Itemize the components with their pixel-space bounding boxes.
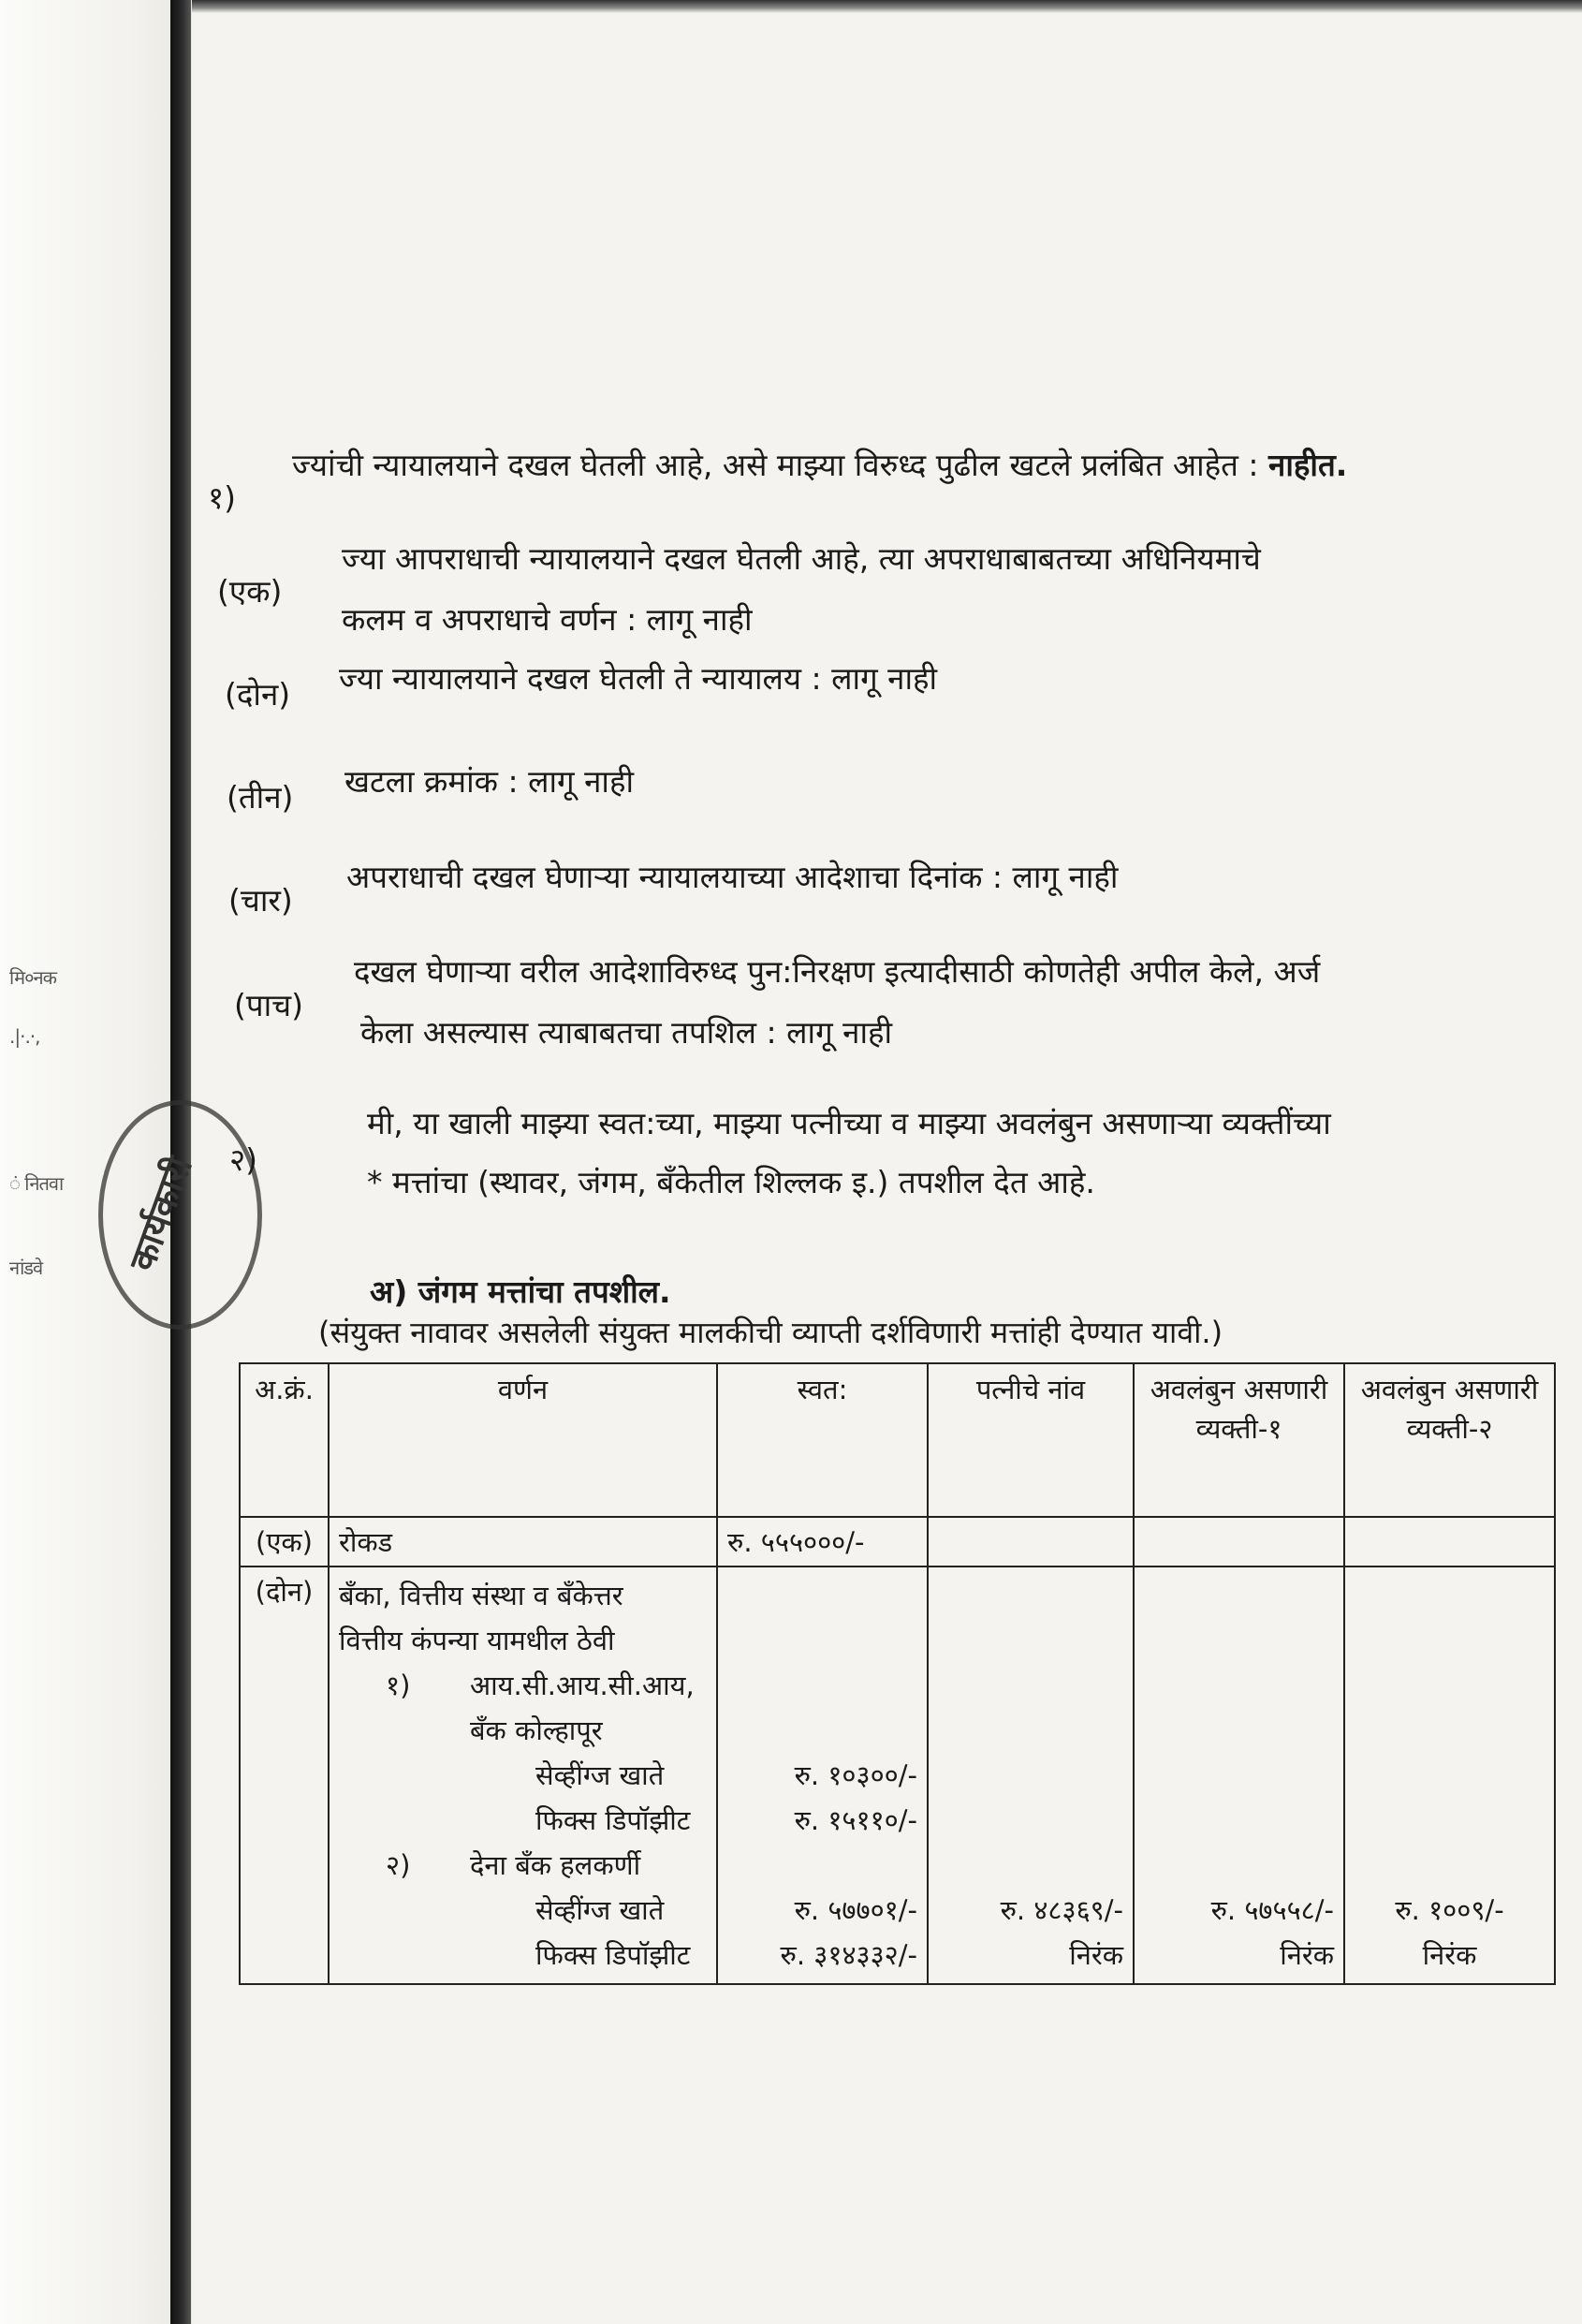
row2-dep2	[1344, 1566, 1555, 1984]
item-don-text: ज्या न्यायालयाने दखल घेतली ते न्यायालय : लागू नाही	[339, 660, 938, 697]
header-dependent-1: अवलंबुन असणारी व्यक्ती-१	[1134, 1363, 1344, 1517]
seal-text: कार्यकारी	[121, 1151, 200, 1276]
row1-self: रु. ५५५०००/-	[717, 1517, 928, 1566]
bank2-number: २)	[386, 1849, 411, 1881]
row2-sr: (दोन)	[240, 1566, 329, 1984]
bank1-number: १)	[386, 1669, 411, 1701]
dep2-savings: रु. १००९/-	[1395, 1894, 1504, 1926]
bank2-line1	[339, 1843, 707, 1888]
section-a-note: (संयुक्त नावावर असलेली संयुक्त मालकीची व्याप्ती दर्शविणारी मत्तांही देण्यात यावी.)	[318, 1315, 1223, 1350]
margin-scribble: नांडवे	[9, 1257, 43, 1279]
item-ek-label: (एक)	[217, 573, 283, 610]
header-dependent-2: अवलंबुन असणारी व्यक्ती-२	[1344, 1363, 1555, 1517]
self-bank2-fd: रु. ३१४३३२/-	[780, 1939, 917, 1971]
item-char-text: अपराधाची दखल घेणाऱ्या न्यायालयाच्या आदेशाचा दिनांक : लागू नाही	[346, 859, 1119, 895]
header-self: स्वत:	[717, 1363, 928, 1517]
item-pach-line2: केला असल्यास त्याबाबतचा तपशिल : लागू नाही	[360, 1014, 893, 1051]
margin-scribble: .|·.·,	[9, 1025, 40, 1048]
section-2-line1: मी, या खाली माझ्या स्वत:च्या, माझ्या पत्नीच्या व माझ्या अवलंबुन असणाऱ्या व्यक्तींच्या	[367, 1105, 1331, 1141]
row1-desc: रोकड	[329, 1517, 717, 1566]
bank1-name: आय.सी.आय.सी.आय,	[470, 1669, 695, 1701]
self-bank2-savings: रु. ५७७०१/-	[794, 1894, 917, 1926]
item-ek-line2: कलम व अपराधाचे वर्णन : लागू नाही	[342, 601, 753, 638]
section-2-line2: * मत्तांचा (स्थावर, जंगम, बँकेतील शिल्लक इ.) तपशील देत आहे.	[367, 1164, 1095, 1200]
bank2-savings: सेव्हींग्ज खाते	[535, 1894, 665, 1926]
item-don-label: (दोन)	[225, 676, 291, 713]
wife-savings: रु. ४८३६९/-	[1000, 1894, 1123, 1926]
item-ek-line1: ज्या आपराधाची न्यायालयाने दखल घेतली आहे, त्या अपराधाबाबतच्या अधिनियमाचे	[342, 540, 1261, 577]
row1-sr: (एक)	[240, 1517, 329, 1566]
item-teen-text: खटला क्रमांक : लागू नाही	[344, 763, 635, 800]
section-1-answer: नाहीत.	[1268, 447, 1348, 483]
row2-wife	[928, 1566, 1134, 1984]
header-sr-no: अ.क्रं.	[240, 1363, 329, 1517]
section-1-statement: ज्यांची न्यायालयाने दखल घेतली आहे, असे माझ्या विरुध्द पुढील खटले प्रलंबित आहेत :	[292, 447, 1259, 483]
row2-self	[717, 1566, 928, 1984]
bank1-fd: फिक्स डिपॉझीट	[535, 1804, 691, 1836]
self-bank1-fd: रु. १५११०/-	[794, 1804, 917, 1836]
row1-dep1	[1134, 1517, 1344, 1566]
margin-scribble: मि०नक	[9, 966, 56, 989]
item-char-label: (चार)	[228, 882, 293, 919]
row2-desc	[329, 1566, 717, 1984]
row1-dep2	[1344, 1517, 1555, 1566]
row1-wife	[928, 1517, 1134, 1566]
top-shadow	[192, 0, 1582, 13]
item-pach-line1: दखल घेणाऱ्या वरील आदेशाविरुध्द पुन:निरक्षण इत्यादीसाठी कोणतेही अपील केले, अर्ज	[354, 953, 1321, 990]
header-description: वर्णन	[329, 1363, 717, 1517]
row2-dep1	[1134, 1566, 1344, 1984]
bank1-line2: बँक कोल्हापूर	[470, 1714, 603, 1746]
item-teen-label: (तीन)	[227, 779, 294, 816]
section-2-number: २)	[229, 1141, 258, 1178]
table-header-row	[240, 1363, 1555, 1517]
row2-desc-line2: वित्तीय कंपन्या यामधील ठेवी	[339, 1625, 615, 1656]
bank2-name: देना बँक हलकर्णी	[470, 1849, 641, 1881]
table-row	[240, 1517, 1555, 1566]
dep1-fd: निरंक	[1280, 1939, 1334, 1971]
header-wife: पत्नीचे नांव	[928, 1363, 1134, 1517]
section-a-title: अ) जंगम मत्तांचा तपशील.	[370, 1273, 671, 1310]
section-1-number: १)	[208, 479, 237, 516]
table-row	[240, 1566, 1555, 1984]
section-1-text	[292, 442, 1528, 489]
wife-fd: निरंक	[1069, 1939, 1123, 1971]
bank1-line1	[339, 1663, 707, 1708]
dep1-savings: रु. ५७५५८/-	[1210, 1894, 1334, 1926]
self-bank1-savings: रु. १०३००/-	[794, 1759, 917, 1791]
margin-scribble: ं नितवा	[9, 1172, 64, 1195]
dep2-fd: निरंक	[1422, 1939, 1477, 1971]
movable-assets-table	[239, 1362, 1556, 1985]
item-pach-label: (पाच)	[234, 987, 303, 1023]
bank2-fd: फिक्स डिपॉझीट	[535, 1939, 691, 1971]
row2-desc-line1: बँका, वित्तीय संस्था व बँकेत्तर	[339, 1580, 623, 1611]
bank1-savings: सेव्हींग्ज खाते	[535, 1759, 665, 1791]
